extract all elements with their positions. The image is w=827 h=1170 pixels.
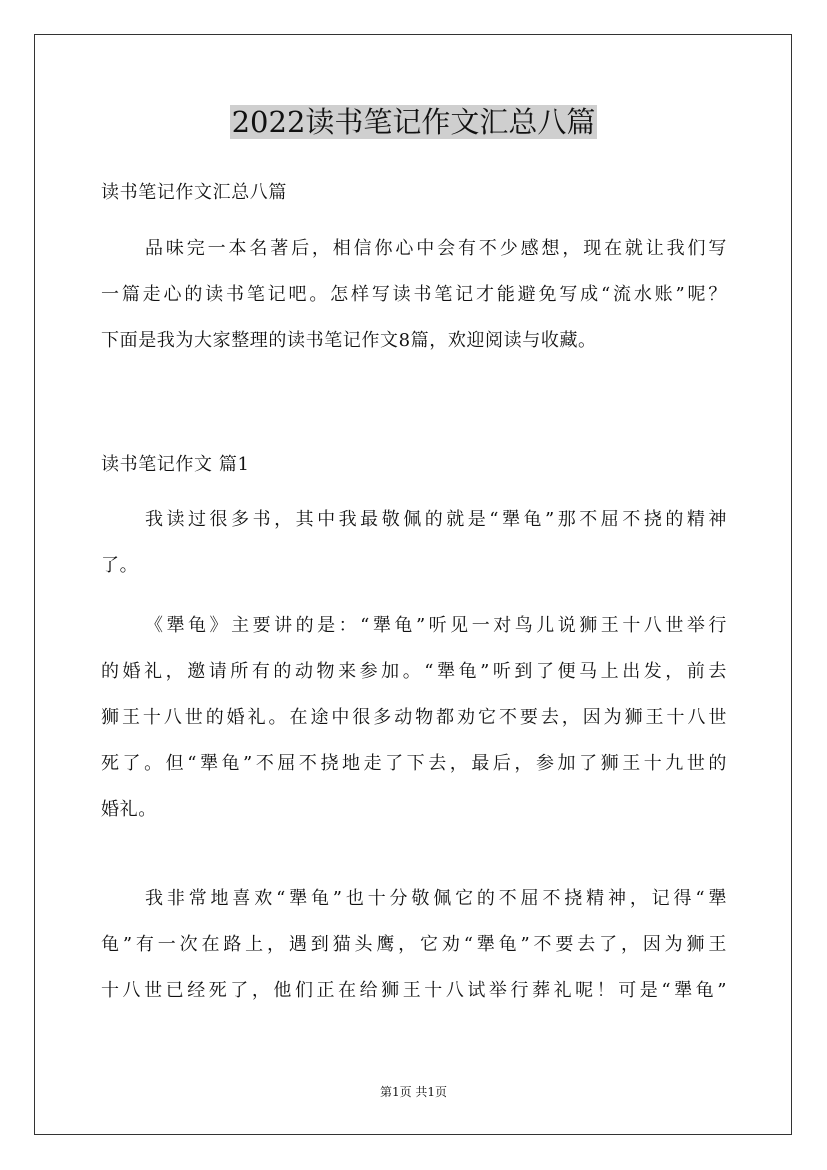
paragraph-1 — [101, 497, 727, 589]
paragraph-line: 了。 — [101, 555, 139, 576]
section-heading-block — [101, 442, 727, 488]
paragraph-line: 龟”有一次在路上，遇到猫头鹰，它劝“犟龟”不要去了，因为狮王 — [101, 934, 727, 955]
section-heading: 读书笔记作文 篇1 — [101, 454, 250, 475]
paragraph-line: 一篇走心的读书笔记吧。怎样写读书笔记才能避免写成“流水账”呢？ — [101, 284, 727, 305]
paragraph-line: 的婚礼，邀请所有的动物来参加。“犟龟”听到了便马上出发，前去 — [101, 661, 727, 682]
intro-paragraph — [101, 226, 727, 364]
document-title-text: 2022读书笔记作文汇总八篇 — [231, 105, 596, 139]
paragraph-2 — [101, 603, 727, 833]
paragraph-line: 死了。但“犟龟”不屈不挠地走了下去，最后，参加了狮王十九世的 — [101, 753, 727, 774]
document-subtitle: 读书笔记作文汇总八篇 — [101, 182, 287, 203]
paragraph-line: 下面是我为大家整理的读书笔记作文8篇，欢迎阅读与收藏。 — [101, 330, 597, 351]
paragraph-line: 我非常地喜欢“犟龟”也十分敬佩它的不屈不挠精神，记得“犟 — [145, 888, 727, 909]
paragraph-3 — [101, 876, 727, 1014]
paragraph-line: 十八世已经死了，他们正在给狮王十八试举行葬礼呢！可是“犟龟” — [101, 980, 727, 1001]
subtitle-block — [101, 170, 727, 216]
page-number: 第1页 共1页 — [379, 1085, 448, 1099]
paragraph-line: 我读过很多书，其中我最敬佩的就是“犟龟”那不屈不挠的精神 — [145, 509, 727, 530]
paragraph-line: 《犟龟》主要讲的是：“犟龟”听见一对鸟儿说狮王十八世举行 — [145, 615, 727, 636]
paragraph-line: 婚礼。 — [101, 799, 157, 820]
page-footer — [0, 1082, 827, 1102]
paragraph-line: 狮王十八世的婚礼。在途中很多动物都劝它不要去，因为狮王十八世 — [101, 707, 727, 728]
document-title — [0, 100, 827, 144]
paragraph-line: 品味完一本名著后，相信你心中会有不少感想，现在就让我们写 — [145, 238, 727, 259]
